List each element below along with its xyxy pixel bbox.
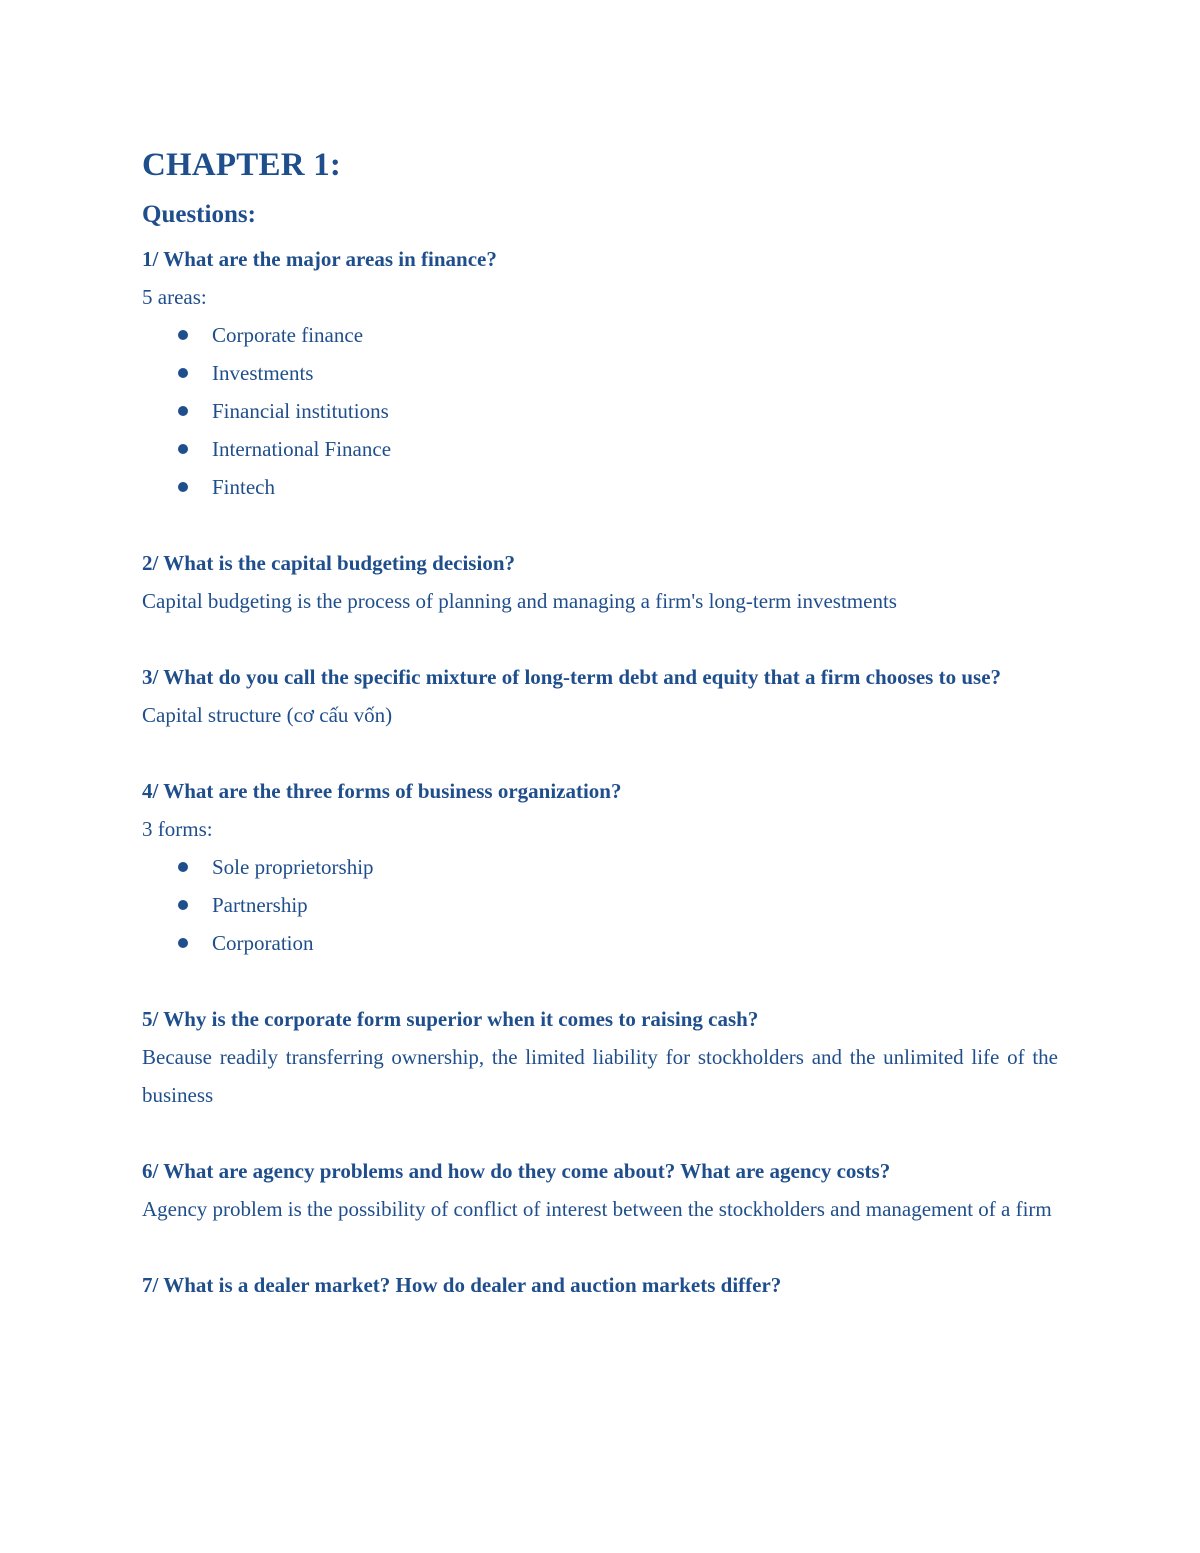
list-item-text: Sole proprietorship [212, 855, 374, 879]
bullet-icon [178, 938, 188, 948]
spacer [142, 506, 1058, 544]
bullet-icon [178, 900, 188, 910]
spacer [142, 620, 1058, 658]
list-item-text: Financial institutions [212, 399, 389, 423]
answer-4-intro: 3 forms: [142, 817, 213, 841]
list-item [142, 392, 1058, 430]
list-item-text: Investments [212, 361, 314, 385]
question-3: 3/ What do you call the specific mixture of long-term debt and equity that a firm chooses to use? [142, 665, 1002, 689]
question-5: 5/ Why is the corporate form superior when it comes to raising cash? [142, 1007, 759, 1031]
bullet-icon [178, 330, 188, 340]
section-title: Questions: [142, 201, 256, 228]
spacer [142, 1114, 1058, 1152]
bullet-icon [178, 862, 188, 872]
answer-5: Because readily transferring ownership, the limited liability for stockholders and the unlimited life of the business [142, 1045, 1058, 1107]
question-6: 6/ What are agency problems and how do they come about? What are agency costs? [142, 1159, 891, 1183]
list-item [142, 430, 1058, 468]
question-2: 2/ What is the capital budgeting decision? [142, 551, 515, 575]
list-item [142, 316, 1058, 354]
answer-1-list [142, 316, 1058, 506]
chapter-title: CHAPTER 1: [142, 147, 342, 183]
document-content [142, 140, 1058, 1304]
bullet-icon [178, 482, 188, 492]
answer-3: Capital structure (cơ cấu vốn) [142, 703, 393, 727]
spacer [142, 734, 1058, 772]
list-item-text: Corporation [212, 931, 314, 955]
answer-1-intro: 5 areas: [142, 285, 207, 309]
list-item-text: Corporate finance [212, 323, 364, 347]
answer-4-list [142, 848, 1058, 962]
answer-2: Capital budgeting is the process of planning and managing a firm's long-term investments [142, 589, 897, 613]
list-item [142, 886, 1058, 924]
spacer [142, 1228, 1058, 1266]
bullet-icon [178, 444, 188, 454]
list-item [142, 354, 1058, 392]
list-item-text: International Finance [212, 437, 392, 461]
question-7: 7/ What is a dealer market? How do dealer and auction markets differ? [142, 1273, 782, 1297]
question-4: 4/ What are the three forms of business organization? [142, 779, 622, 803]
list-item [142, 924, 1058, 962]
spacer [142, 962, 1058, 1000]
question-1: 1/ What are the major areas in finance? [142, 247, 497, 271]
list-item-text: Partnership [212, 893, 308, 917]
list-item-text: Fintech [212, 475, 275, 499]
list-item [142, 468, 1058, 506]
answer-6: Agency problem is the possibility of conflict of interest between the stockholders and management of a firm [142, 1197, 1052, 1221]
bullet-icon [178, 368, 188, 378]
list-item [142, 848, 1058, 886]
bullet-icon [178, 406, 188, 416]
